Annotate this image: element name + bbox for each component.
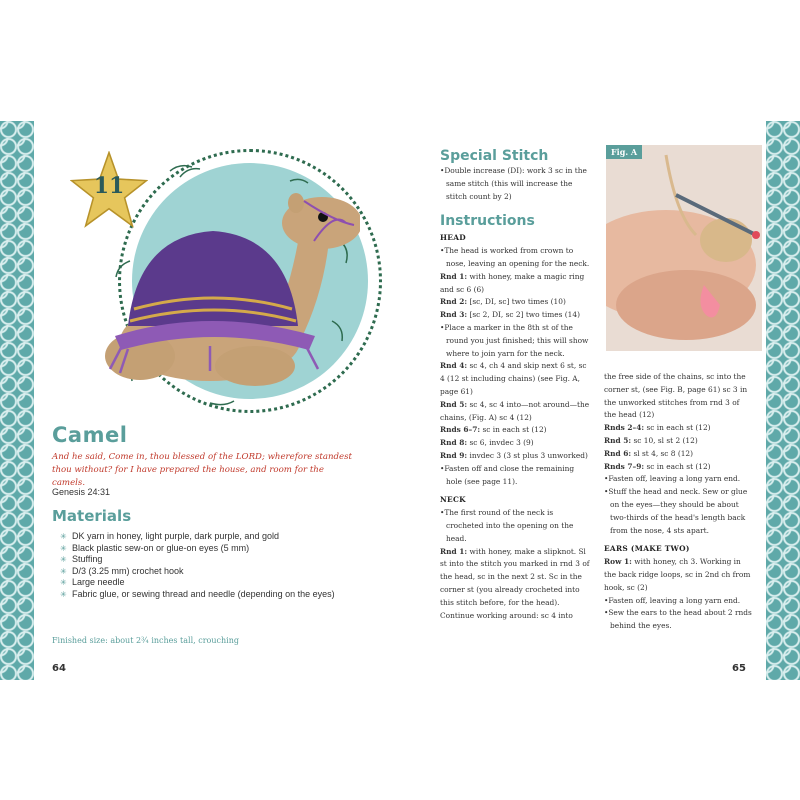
crochet-photo-illustration <box>606 145 762 351</box>
verse-reference: Genesis 24:31 <box>52 487 111 497</box>
head-heading: HEAD <box>440 233 466 243</box>
material-item: ✳ Large needle <box>60 577 360 589</box>
neck-continue-text: the free side of the chains, sc into the corner st, (see Fig. B, page 61) sc 3 in the unworked stitches from rnd 3 of the head (12) <box>604 372 748 420</box>
fig-a-photo <box>604 143 764 353</box>
special-stitch-text: • Double increase (DI): work 3 sc in the same stitch (this will increase the stitch count by 2) <box>440 165 590 203</box>
special-stitch-heading: Special Stitch <box>440 148 549 164</box>
material-item: ✳ D/3 (3.25 mm) crochet hook <box>60 566 360 578</box>
material-item: ✳ Fabric glue, or sewing thread and needle (depending on the eyes) <box>60 589 360 601</box>
right-decorative-border <box>766 121 800 680</box>
round-line: Rnd 8: sc 6, invdec 3 (9) <box>440 438 534 448</box>
page-number-left: 64 <box>52 663 66 674</box>
neck-fasten-note: • Fasten off, leaving a long yarn end. <box>604 473 752 486</box>
materials-list <box>60 531 360 600</box>
round-line: Rnd 5: sc 10, sl st 2 (12) <box>604 435 698 445</box>
ears-sew-note: • Sew the ears to the head about 2 rnds behind the eyes. <box>604 607 752 633</box>
round-line: Rnd 4: sc 4, ch 4 and skip next 6 st, sc 4 (12 st including chains) (see Fig. A, page 61) <box>440 361 587 396</box>
round-line: Rnd 1: with honey, make a magic ring and sc 6 (6) <box>440 271 585 294</box>
round-line: Rnds 6–7: sc in each st (12) <box>440 425 547 435</box>
round-line: Rnd 6: sl st 4, sc 8 (12) <box>604 448 694 458</box>
round-line: Rnd 5: sc 4, sc 4 into—not around—the chains, (Fig. A) sc 4 (12) <box>440 399 590 422</box>
instructions-heading: Instructions <box>440 213 535 230</box>
neck-intro: • The first round of the neck is crocheted into the opening on the head. <box>440 507 590 545</box>
marker-note: • Place a marker in the 8th st of the round you just finished; this will show where to join yarn for the neck. <box>440 322 590 360</box>
instructions-column-2 <box>604 371 752 633</box>
book-spread <box>0 121 800 680</box>
materials-heading: Materials <box>52 507 132 525</box>
pattern-title: Camel <box>52 423 128 447</box>
badge-number: 11 <box>93 173 125 199</box>
fasten-close-note: • Fasten off and close the remaining hole (see page 11). <box>440 463 590 489</box>
left-decorative-border <box>0 121 34 680</box>
round-line: Rnds 2–4: sc in each st (12) <box>604 423 711 433</box>
material-item: ✳ Stuffing <box>60 554 360 566</box>
round-line: Rnd 2: [sc, DI, sc] two times (10) <box>440 297 566 307</box>
round-line: Rnd 1: with honey, make a slipknot. Sl st into the stitch you marked in rnd 3 of the head, sc in the next 2 st. Sc in the corner st (you already crocheted into this stitch before, for the head). Continue working around: sc 4 into <box>440 546 590 620</box>
ears-fasten-note: • Fasten off, leaving a long yarn end. <box>604 595 752 608</box>
round-line: Rnd 9: invdec 3 (3 st plus 3 unworked) <box>440 450 588 460</box>
head-intro: • The head is worked from crown to nose, leaving an opening for the neck. <box>440 245 590 271</box>
ears-heading: EARS (MAKE TWO) <box>604 544 690 554</box>
round-line: Rnd 3: [sc 2, DI, sc 2] two times (14) <box>440 310 580 320</box>
material-item: ✳ Black plastic sew-on or glue-on eyes (5 mm) <box>60 543 360 555</box>
fig-a-label: Fig. A <box>606 145 642 159</box>
stuff-note: • Stuff the head and neck. Sew or glue on the eyes—they should be about two-thirds of the head's length back from the nose, 4 sts apart. <box>604 486 752 537</box>
instructions-column-1 <box>440 147 590 622</box>
round-line: Rnds 7–9: sc in each st (12) <box>604 461 711 471</box>
page-number-right: 65 <box>732 663 746 674</box>
camel-photo <box>60 141 360 421</box>
neck-heading: NECK <box>440 495 466 505</box>
finished-size: Finished size: about 2¾ inches tall, crouching <box>52 636 239 645</box>
bible-verse: And he said, Come in, thou blessed of the LORD; wherefore standest thou without? for I have prepared the house, and room for the camels. <box>52 452 352 488</box>
round-line: Row 1: with honey, ch 3. Working in the back ridge loops, sc in 2nd ch from hook, sc (2) <box>604 557 751 592</box>
material-item: ✳ DK yarn in honey, light purple, dark purple, and gold <box>60 531 360 543</box>
